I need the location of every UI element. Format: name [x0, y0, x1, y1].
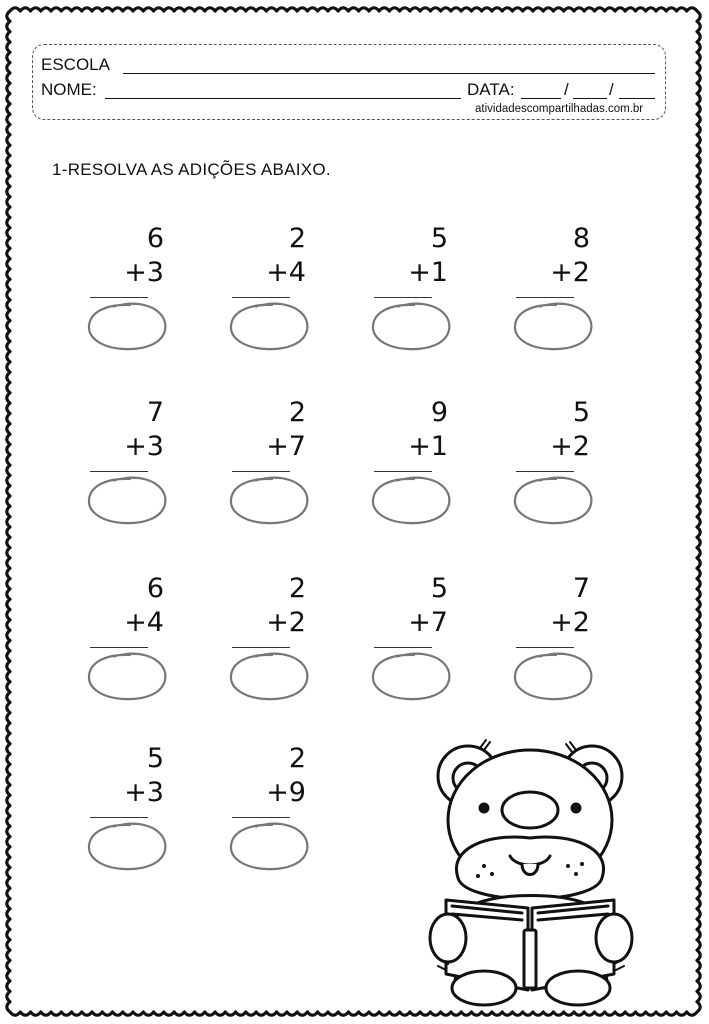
addend-top: 5	[430, 573, 448, 604]
addition-problem	[226, 224, 316, 374]
date-month-field[interactable]	[573, 98, 607, 99]
teddy-bear-reading-icon	[418, 738, 644, 1008]
addend-bottom: +2	[550, 607, 590, 638]
answer-circle[interactable]	[368, 648, 454, 704]
addend-bottom: +3	[124, 777, 164, 808]
addend-bottom: +7	[408, 607, 448, 638]
header-box	[32, 44, 666, 120]
addition-problem	[84, 744, 174, 894]
addition-problem	[368, 398, 458, 548]
addend-top: 2	[288, 397, 306, 428]
addend-top: 2	[288, 223, 306, 254]
addend-top: 5	[572, 397, 590, 428]
addend-bottom: +2	[266, 607, 306, 638]
answer-circle[interactable]	[510, 472, 596, 528]
addend-top: 9	[430, 397, 448, 428]
answer-circle[interactable]	[226, 648, 312, 704]
addition-problem	[84, 574, 174, 724]
date-separator: /	[609, 80, 614, 99]
answer-circle[interactable]	[368, 298, 454, 354]
website-credit: atividadescompartilhadas.com.br	[475, 103, 644, 115]
answer-circle[interactable]	[84, 298, 170, 354]
addend-bottom: +9	[266, 777, 306, 808]
addend-bottom: +4	[266, 257, 306, 288]
addition-problem	[226, 398, 316, 548]
addition-problem	[368, 224, 458, 374]
answer-circle[interactable]	[226, 818, 312, 874]
addend-top: 6	[146, 573, 164, 604]
addition-problem	[226, 744, 316, 894]
addend-bottom: +3	[124, 257, 164, 288]
answer-circle[interactable]	[84, 472, 170, 528]
school-field[interactable]	[123, 73, 655, 74]
addend-bottom: +1	[408, 431, 448, 462]
addend-bottom: +3	[124, 431, 164, 462]
school-label: ESCOLA	[41, 55, 110, 74]
addition-problem	[510, 398, 600, 548]
name-label: NOME:	[41, 80, 97, 99]
date-day-field[interactable]	[521, 98, 561, 99]
addition-problem	[510, 574, 600, 724]
date-separator: /	[564, 80, 569, 99]
addition-problem	[368, 574, 458, 724]
answer-circle[interactable]	[84, 818, 170, 874]
addend-bottom: +4	[124, 607, 164, 638]
answer-circle[interactable]	[510, 298, 596, 354]
addend-top: 8	[572, 223, 590, 254]
addend-top: 2	[288, 573, 306, 604]
addition-problem	[84, 224, 174, 374]
date-year-field[interactable]	[619, 98, 655, 99]
instruction-text: 1-RESOLVA AS ADIÇÕES ABAIXO.	[52, 160, 331, 179]
addend-top: 2	[288, 743, 306, 774]
addend-top: 7	[572, 573, 590, 604]
name-field[interactable]	[105, 98, 461, 99]
answer-circle[interactable]	[226, 472, 312, 528]
addition-problem	[510, 224, 600, 374]
addend-bottom: +7	[266, 431, 306, 462]
addend-top: 5	[146, 743, 164, 774]
date-label: DATA:	[467, 80, 515, 99]
addend-bottom: +2	[550, 257, 590, 288]
addend-top: 7	[146, 397, 164, 428]
addend-top: 6	[146, 223, 164, 254]
addend-bottom: +2	[550, 431, 590, 462]
addend-bottom: +1	[408, 257, 448, 288]
addend-top: 5	[430, 223, 448, 254]
addition-problem	[84, 398, 174, 548]
addition-problem	[226, 574, 316, 724]
answer-circle[interactable]	[510, 648, 596, 704]
answer-circle[interactable]	[226, 298, 312, 354]
answer-circle[interactable]	[84, 648, 170, 704]
answer-circle[interactable]	[368, 472, 454, 528]
